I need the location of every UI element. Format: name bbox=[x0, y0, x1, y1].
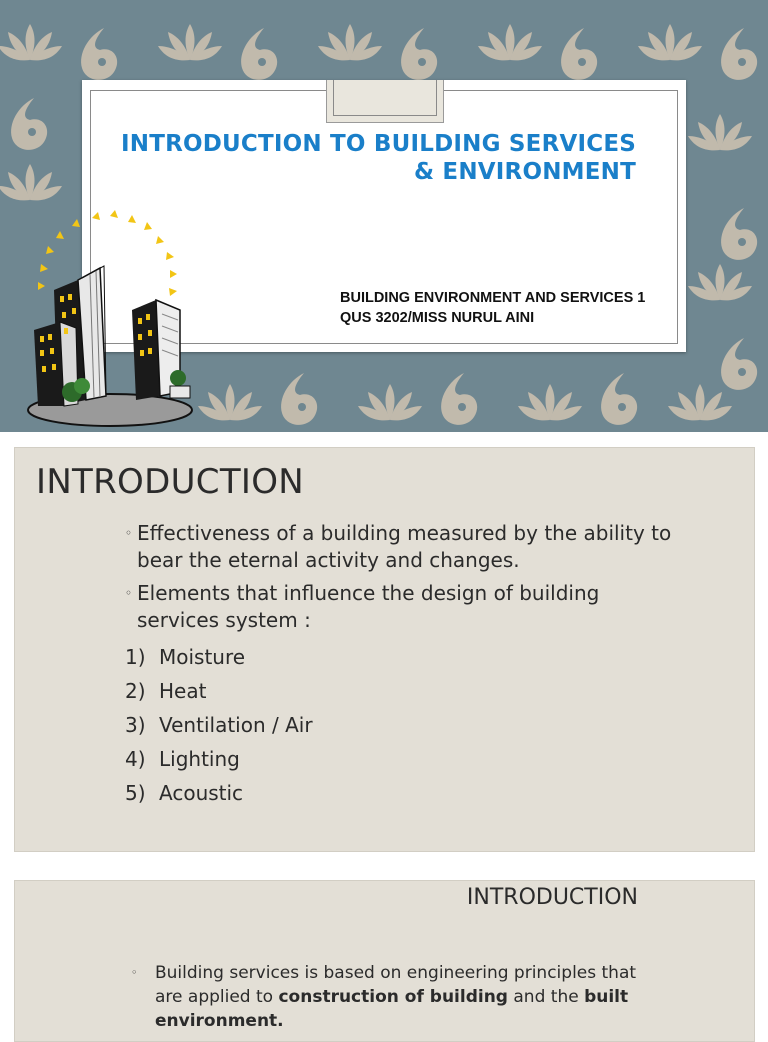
card-tab bbox=[326, 80, 444, 123]
list-item: 3) Ventilation / Air bbox=[125, 713, 313, 737]
slide-title-line2: & ENVIRONMENT bbox=[413, 159, 636, 185]
list-item: 4) Lighting bbox=[125, 747, 240, 771]
slide-title bbox=[116, 130, 636, 186]
bullet-item: ◦ Elements that influence the design of building services system : bbox=[125, 581, 600, 632]
title-slide bbox=[0, 0, 768, 432]
elements-list bbox=[125, 640, 685, 810]
slide-subtitle bbox=[340, 288, 645, 328]
list-item: 1) Moisture bbox=[125, 645, 246, 669]
slide-heading: INTRODUCTION bbox=[466, 885, 638, 910]
slide-body bbox=[125, 520, 685, 810]
slide-body bbox=[131, 961, 643, 1033]
bullet-item: ◦ Building services is based on engineering principles that are applied to construction of building and the built environment. bbox=[131, 963, 637, 1031]
slide-title-line1: INTRODUCTION TO BUILDING SERVICES bbox=[120, 131, 636, 157]
bullet-icon: ◦ bbox=[125, 526, 133, 540]
bullet-item: ◦ Effectiveness of a building measured by the ability to bear the eternal activity and changes. bbox=[125, 521, 672, 572]
list-item: 2) Heat bbox=[125, 679, 207, 703]
city-buildings-icon bbox=[20, 210, 200, 432]
bullet-icon: ◦ bbox=[131, 966, 138, 979]
list-item: 5) Acoustic bbox=[125, 781, 244, 805]
slide-heading: INTRODUCTION bbox=[36, 462, 305, 502]
bullet-icon: ◦ bbox=[125, 586, 133, 600]
introduction-slide-2 bbox=[14, 880, 755, 1042]
subtitle-code: QUS 3202/MISS NURUL AINI bbox=[340, 310, 535, 326]
subtitle-course: BUILDING ENVIRONMENT AND SERVICES 1 bbox=[340, 290, 646, 306]
introduction-slide bbox=[14, 447, 755, 852]
